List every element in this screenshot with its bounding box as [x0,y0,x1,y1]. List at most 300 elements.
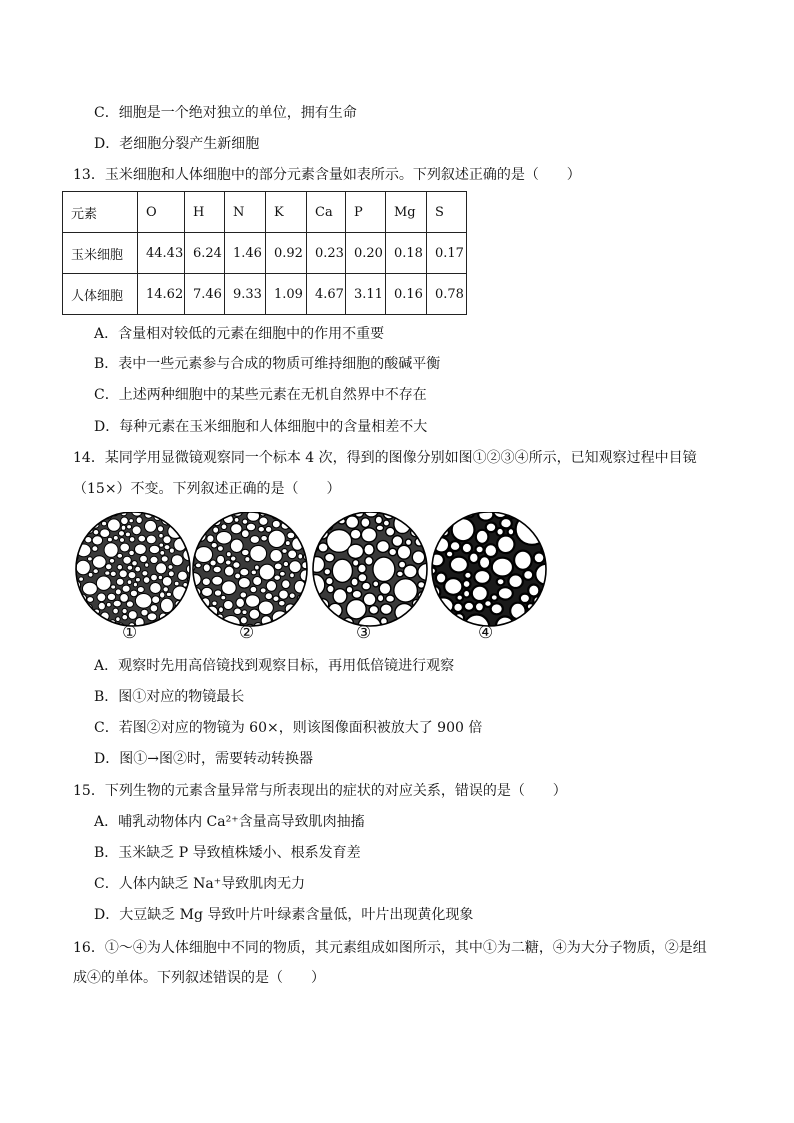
table-cell: K [266,192,307,233]
cell-shape [150,556,158,563]
table-cell: 0.16 [386,274,427,315]
cell-shape [224,600,234,609]
cell-shape [142,571,148,576]
cell-shape [397,571,404,577]
cell-shape [476,546,484,554]
cell-shape [352,590,361,598]
cell-shape [259,517,268,525]
cell-shape [253,577,262,586]
cell-shape [138,535,146,542]
cell-shape [221,524,227,530]
cell-shape [93,530,99,535]
cell-shape [282,549,287,554]
cell-shape [128,572,136,579]
cell-shape [392,536,403,547]
table-cell: 44.43 [138,233,185,274]
cell-shape [508,528,515,535]
cell-shape [106,564,112,570]
cell-shape [259,564,275,580]
cell-shape [309,557,325,573]
cell-shape [514,551,532,570]
cell-shape [373,581,379,587]
cell-shape [127,525,132,529]
cell-shape [242,519,248,524]
cell-shape [147,613,157,621]
cell-shape [132,561,138,566]
figure-label-4: ④ [478,623,494,643]
cell-shape [202,578,210,586]
cell-shape [496,528,503,536]
q12-option-d: D．老细胞分裂产生新细胞 [94,136,260,152]
cell-shape [245,557,250,562]
cell-shape [230,556,236,561]
cell-shape [222,581,237,595]
table-header-row [63,192,467,233]
cell-shape [365,557,373,566]
cell-shape [290,573,295,578]
cell-shape [234,518,239,523]
cell-shape [98,602,105,610]
cell-shape [397,545,410,559]
cell-shape [79,577,84,581]
cell-shape [463,580,471,588]
cell-shape [520,594,530,603]
cell-shape [255,565,260,570]
cell-shape [235,573,241,579]
cell-shape [127,565,133,570]
cell-shape [93,556,107,568]
cell-shape [274,575,281,580]
cell-shape [486,523,497,533]
table-cell: Ca [307,192,346,233]
cell-shape [108,519,121,531]
cell-shape [129,550,135,555]
cell-shape [158,575,162,579]
q16-stem-line2: 成④的单体。下列叙述错误的是（ ） [73,970,325,986]
cell-shape [149,545,159,553]
cell-shape [152,596,160,604]
cell-shape [88,557,93,561]
table-cell: 0.18 [386,233,427,274]
cell-shape [162,577,172,587]
q13-stem: 13．玉米细胞和人体细胞中的部分元素含量如表所示。下列叙述正确的是（ ） [73,167,581,183]
table-row [63,233,467,274]
cell-shape [492,558,513,577]
cell-shape [450,541,461,551]
cell-shape [121,525,126,530]
cell-shape [123,556,131,564]
micrograph-2 [187,512,313,633]
cell-shape [143,577,150,584]
cell-shape [516,514,549,545]
micrograph-3 [306,512,437,635]
cell-shape [240,592,247,598]
table-cell: P [346,192,386,233]
q13-option-d: D．每种元素在玉米细胞和人体细胞中的含量相差不大 [94,419,428,435]
cell-shape [348,544,364,558]
cell-shape [202,587,213,596]
cell-shape [436,573,446,584]
cell-shape [376,525,383,531]
cell-shape [389,548,397,555]
table-cell: 0.78 [427,274,467,315]
cell-shape [100,529,110,538]
q15-stem: 15．下列生物的元素含量异常与所表现出的症状的对应关系，错误的是（ ） [73,783,567,799]
cell-shape [377,541,390,553]
cell-shape [213,566,221,573]
cell-shape [363,593,376,606]
cell-shape [150,605,158,612]
cell-shape [135,578,140,582]
cell-shape [444,578,462,595]
cell-shape [272,520,280,528]
cell-shape [207,535,214,543]
cell-shape [326,577,333,584]
cell-shape [236,598,245,607]
q15-option-a: A．哺乳动物体内 Ca²⁺含量高导致肌肉抽搐 [94,814,365,830]
q12-option-c: C．细胞是一个绝对独立的单位，拥有生命 [94,105,357,121]
cell-shape [234,608,242,615]
table-cell: 人体细胞 [63,274,138,315]
q14-option-c: C．若图②对应的物镜为 60×，则该图像面积被放大了 900 倍 [94,720,483,736]
cell-shape [120,543,130,552]
cell-shape [178,571,188,580]
cell-shape [523,570,533,580]
cell-shape [497,536,514,554]
cell-shape [233,562,240,569]
cell-shape [119,570,127,578]
cell-shape [122,585,130,592]
cell-shape [394,579,418,602]
cell-shape [528,585,539,597]
cell-shape [364,544,374,555]
cell-shape [116,578,124,585]
q13-option-b: B．表中一些元素参与合成的物质可维持细胞的酸碱平衡 [94,356,441,372]
cell-shape [469,553,479,564]
cell-shape [107,537,112,542]
cell-shape [130,590,137,597]
q14-stem-line2: （15×）不变。下列叙述正确的是（ ） [73,481,341,497]
cell-shape [140,555,148,562]
cell-shape [274,563,282,570]
table-cell: 4.67 [307,274,346,315]
cell-shape [212,601,217,606]
q14-option-d: D．图①→图②时，需要转动转换器 [94,751,313,767]
cell-shape [327,585,334,593]
cell-shape [246,595,260,607]
cell-shape [241,530,249,538]
cell-shape [358,574,367,582]
table-cell: 7.46 [185,274,225,315]
cell-shape [113,536,118,541]
cell-shape [106,602,111,607]
cell-shape [222,616,240,632]
table-cell: S [427,192,467,233]
cell-shape [88,572,93,577]
cell-shape [113,608,119,614]
cell-shape [150,583,161,594]
cell-shape [109,558,114,563]
q16-stem-line1: 16．①～④为人体细胞中不同的物质，其元素组成如图所示，其中①为二糖，④为大分子物质，②是组 [73,940,707,956]
cell-shape [216,531,231,544]
q14-option-b: B．图①对应的物镜最长 [94,689,245,705]
cell-shape [159,543,164,547]
cell-shape [163,587,168,592]
cell-shape [333,589,347,604]
cell-shape [318,543,328,552]
cell-shape [289,593,295,599]
table-cell: 14.62 [138,274,185,315]
cell-shape [463,590,470,598]
table-row [63,274,467,315]
cell-shape [129,537,135,542]
cell-shape [412,551,424,564]
cell-shape [214,590,221,596]
cell-shape [136,517,142,524]
cell-shape [285,541,290,546]
cell-shape [160,551,165,556]
cell-shape [122,615,128,620]
cell-shape [479,556,490,569]
cell-shape [258,601,273,615]
cell-shape [132,526,141,535]
cell-shape [375,516,382,524]
cell-shape [332,559,352,582]
q14-option-a: A．观察时先用高倍镜找到观察目标，再用低倍镜进行观察 [94,658,455,674]
table-cell: O [138,192,185,233]
cell-shape [171,555,183,566]
cell-shape [151,574,158,581]
cell-shape [283,561,288,566]
cell-shape [224,566,234,576]
table-cell: 9.33 [225,274,266,315]
cell-shape [141,609,148,616]
cell-shape [282,580,290,589]
cell-shape [120,538,125,543]
cell-shape [111,585,116,589]
cell-shape [104,543,118,558]
cell-shape [265,593,272,600]
cell-shape [476,530,489,544]
cell-shape [346,516,359,528]
cell-shape [386,527,395,536]
cell-shape [217,555,225,564]
cell-shape [174,581,179,586]
cell-shape [145,563,149,568]
q14-stem-line1: 14．某同学用显微镜观察同一个标本 4 次，得到的图像分别如图①②③④所示，已知观察过程中目镜 [73,450,697,466]
cell-shape [250,536,259,544]
cell-shape [135,544,147,555]
cell-shape [169,548,174,553]
cell-shape [369,606,378,615]
cell-shape [279,590,289,599]
cell-shape [168,565,173,570]
table-cell: 0.92 [266,233,307,274]
cell-shape [373,557,395,581]
cell-shape [475,602,484,611]
cell-shape [474,570,490,584]
cell-shape [325,553,335,562]
table-cell: Mg [386,192,427,233]
cell-shape [117,553,123,558]
cell-shape [450,557,468,573]
cell-shape [126,601,133,607]
cell-shape [377,595,383,602]
cell-shape [146,535,156,544]
cell-shape [379,583,391,595]
cell-shape [238,578,250,589]
table-cell: 1.09 [266,274,307,315]
cell-shape [358,564,366,573]
cell-shape [361,518,370,528]
cell-shape [261,535,268,541]
cell-shape [164,545,170,550]
cell-shape [159,533,164,538]
cell-shape [125,532,130,537]
cell-shape [93,569,98,574]
cell-shape [160,592,165,598]
cell-shape [116,617,121,622]
table-cell: H [185,192,225,233]
cell-shape [166,592,171,596]
cell-shape [491,594,498,600]
cell-shape [405,539,411,545]
figure-label-2: ② [239,623,255,643]
cell-shape [380,604,392,615]
cell-shape [122,608,127,613]
cell-shape [270,550,282,562]
figure-label-1: ① [122,623,138,643]
cell-shape [288,550,297,559]
cell-shape [158,526,164,532]
cell-shape [350,529,361,539]
cell-shape [105,571,110,575]
cell-shape [203,564,210,572]
cell-shape [498,587,513,599]
cell-shape [508,574,522,588]
cell-shape [383,520,389,526]
cell-shape [351,578,358,586]
cell-shape [92,546,98,552]
table-cell: N [225,192,266,233]
cell-shape [87,597,94,603]
cell-shape [83,582,98,595]
cell-shape [168,571,174,577]
cell-shape [120,594,129,603]
cell-shape [280,571,286,576]
cell-shape [361,528,376,542]
cell-shape [127,580,132,585]
q15-option-c: C．人体内缺乏 Na⁺导致肌肉无力 [94,876,306,892]
cell-shape [119,531,125,537]
cell-shape [250,586,257,592]
figure-label-3: ③ [356,623,372,643]
cell-shape [96,576,111,590]
cell-shape [386,595,395,602]
table-cell: 玉米细胞 [63,233,138,274]
element-content-table [62,191,467,315]
cell-shape [135,566,141,572]
cell-shape [133,582,137,587]
cell-shape [266,581,276,592]
cell-shape [251,570,256,575]
cell-shape [110,571,116,576]
cell-shape [226,552,231,557]
cell-shape [485,544,498,557]
cell-shape [230,539,243,552]
table-cell: 0.20 [346,233,386,274]
microscope-figure [0,512,794,642]
cell-shape [161,556,168,562]
cell-shape [500,518,512,528]
cell-shape [117,565,122,570]
cell-shape [242,549,250,555]
cell-shape [464,572,471,579]
cell-shape [346,586,353,593]
cell-shape [510,603,525,619]
cell-shape [102,521,107,526]
cell-shape [399,561,406,568]
cell-shape [464,602,474,611]
cell-shape [246,523,255,531]
cell-shape [128,611,137,620]
cell-shape [231,524,242,534]
cell-shape [121,517,129,525]
cell-shape [97,593,106,602]
cell-shape [298,554,303,559]
cell-shape [137,587,144,593]
cell-shape [453,603,463,612]
cell-shape [113,600,121,607]
cell-shape [212,576,223,585]
cell-shape [144,625,149,629]
cell-shape [195,547,213,563]
cell-shape [107,593,115,600]
table-cell: 元素 [63,192,138,233]
cell-shape [260,588,266,593]
cell-shape [279,600,286,606]
cell-shape [446,551,453,558]
table-cell: 0.23 [307,233,346,274]
cell-shape [76,560,90,574]
cell-shape [456,595,463,601]
cell-shape [135,594,151,609]
cell-shape [462,543,472,553]
q15-option-d: D．大豆缺乏 Mg 导致叶片叶绿素含量低，叶片出现黄化现象 [94,907,474,923]
cell-shape [213,527,219,533]
micrograph-4 [428,512,558,641]
cell-shape [273,596,279,602]
cell-shape [156,563,167,574]
cell-shape [219,607,224,613]
cell-shape [210,560,216,566]
cell-shape [240,568,249,576]
table-cell: 6.24 [185,233,225,274]
cell-shape [163,536,171,544]
cell-shape [242,610,247,615]
cell-shape [211,542,217,548]
cell-shape [268,530,285,547]
cell-shape [289,561,301,573]
q13-option-c: C．上述两种细胞中的某些元素在无机自然界中不存在 [94,387,427,403]
cell-shape [472,586,488,601]
cell-shape [115,589,121,595]
cell-shape [362,582,371,590]
cell-shape [258,526,264,532]
cell-shape [250,545,267,561]
cell-shape [249,609,260,619]
q13-option-a: A．含量相对较低的元素在细胞中的作用不重要 [94,326,385,342]
